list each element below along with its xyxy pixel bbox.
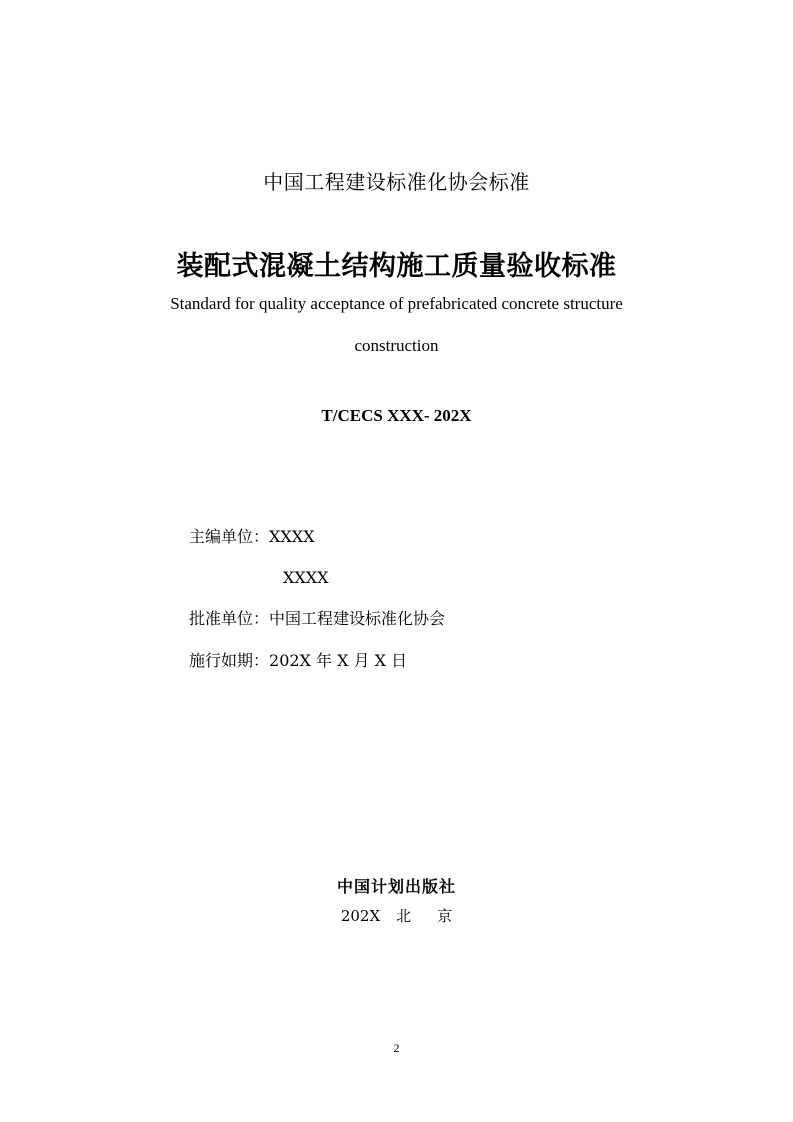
editor-label: 主编单位： [189, 527, 270, 546]
effective-date-label: 施行如期： [189, 651, 270, 670]
document-title-english-line-1: Standard for quality acceptance of prefabricated concrete structure [170, 294, 623, 313]
effective-date-row [189, 651, 407, 671]
effective-date-value: 202X 年 X 月 X 日 [269, 651, 408, 670]
publish-year: 202X [340, 907, 381, 925]
editor-row-2 [283, 568, 329, 588]
publisher-name: 中国计划出版社 [336, 877, 456, 896]
standard-number: T/CECS XXX- 202X [321, 406, 472, 425]
publisher-place [0, 905, 793, 926]
document-title-english-line-2: construction [354, 336, 439, 355]
approver-row [189, 609, 445, 629]
editor-value-1: XXXX [269, 527, 315, 546]
approver-value: 中国工程建设标准化协会 [269, 609, 446, 628]
publish-city-char-2: 京 [437, 907, 453, 925]
org-standard-header: 中国工程建设标准化协会标准 [263, 170, 530, 194]
publish-city-char-1: 北 [396, 907, 412, 925]
editor-value-2: XXXX [283, 568, 329, 587]
document-title-chinese: 装配式混凝土结构施工质量验收标准 [176, 251, 617, 282]
approver-label: 批准单位： [189, 609, 270, 628]
editor-row [189, 527, 315, 547]
page-number: 2 [393, 1041, 400, 1055]
